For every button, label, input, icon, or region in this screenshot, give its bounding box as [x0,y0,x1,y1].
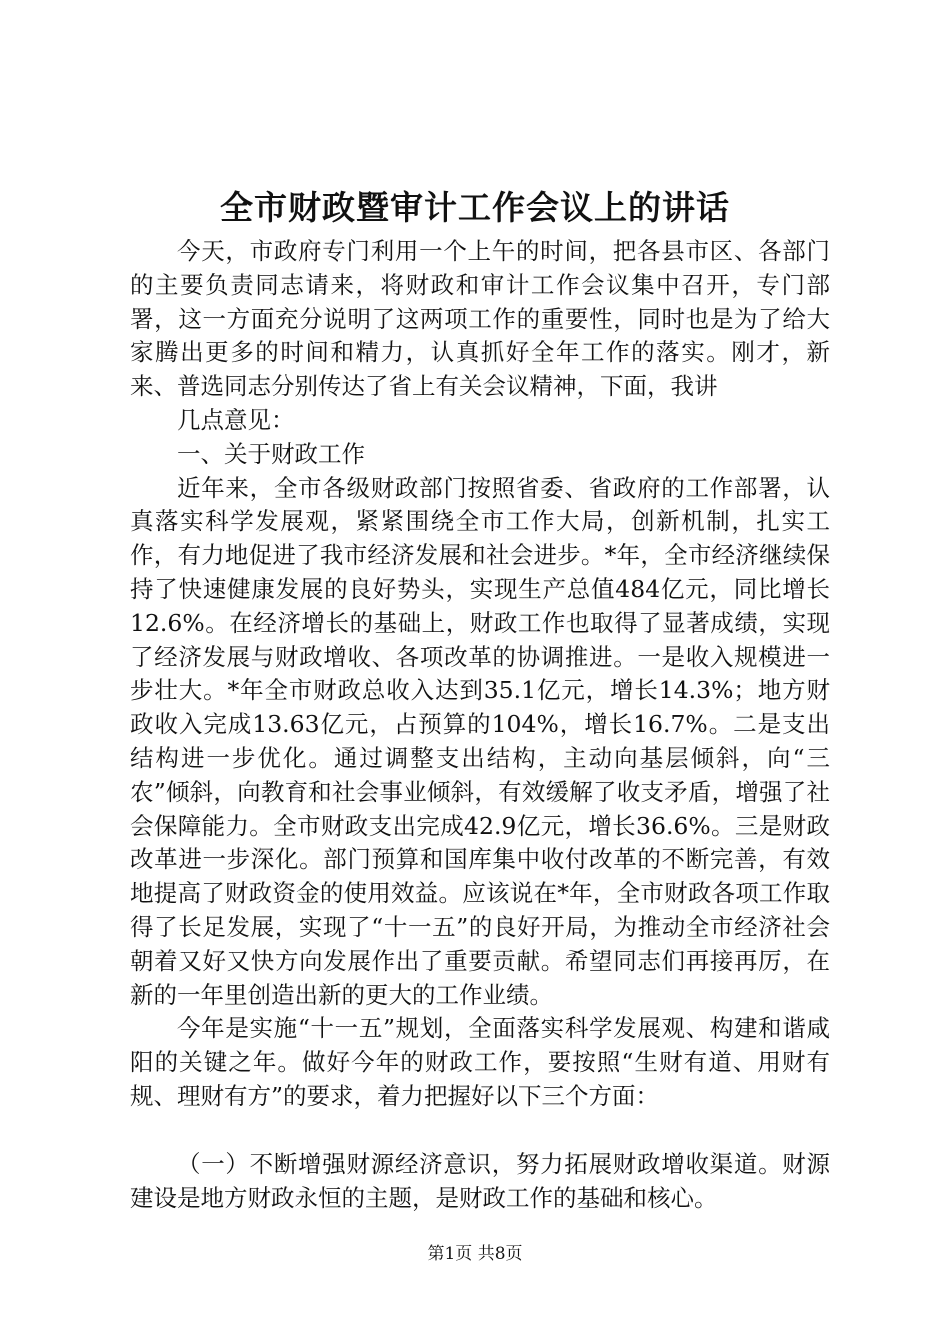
document-body [130,235,830,1215]
section-heading-finance: 一、关于财政工作 [177,439,365,468]
subsection-heading-one: （一）不断增强财源经济意识，努力拓展财政增收渠道。财源建设是地方财政永恒的主题，是财政工作的基础和核心。 [130,1149,830,1212]
paragraph-this-year: 今年是实施“十一五”规划，全面落实科学发展观、构建和谐咸阳的关键之年。做好今年的财政工作，要按照“生财有道、用财有规、理财有方”的要求，着力把握好以下三个方面： [130,1014,830,1110]
page-footer: 第1页 共8页 [427,1244,523,1264]
paragraph-achievements: 近年来，全市各级财政部门按照省委、省政府的工作部署，认真落实科学发展观，紧紧围绕全市工作大局，创新机制，扎实工作，有力地促进了我市经济发展和社会进步。*年，全市经济继续保持了快速健康发展的良好势头，实现生产总值484亿元，同比增长12.6%。在经济增长的基础上，财政工作也取得了显著成绩，实现了经济发展与财政增收、各项改革的协调推进。一是收入规模进一步壮大。*年全市财政总收入达到35.1亿元，增长14.3%；地方财政收入完成13.63亿元，占预算的104%，增长16.7%。二是支出结构进一步优化。通过调整支出结构，主动向基层倾斜，向“三农”倾斜，向教育和社会事业倾斜，有效缓解了收支矛盾，增强了社会保障能力。全市财政支出完成42.9亿元，增长36.6%。三是财政改革进一步深化。部门预算和国库集中收付改革的不断完善，有效地提高了财政资金的使用效益。应该说在*年，全市财政各项工作取得了长足发展，实现了“十一五”的良好开局，为推动全市经济社会朝着又好又快方向发展作出了重要贡献。希望同志们再接再厉，在新的一年里创造出新的更大的工作业绩。 [130,473,830,1009]
document-title: 全市财政暨审计工作会议上的讲话 [220,188,730,227]
paragraph-opinions: 几点意见： [177,405,295,434]
paragraph-intro: 今天，市政府专门利用一个上午的时间，把各县市区、各部门的主要负责同志请来，将财政和审计工作会议集中召开，专门部署，这一方面充分说明了这两项工作的重要性，同时也是为了给大家腾出更多的时间和精力，认真抓好全年工作的落实。刚才，新来、普选同志分别传达了省上有关会议精神，下面，我讲 [130,237,830,401]
